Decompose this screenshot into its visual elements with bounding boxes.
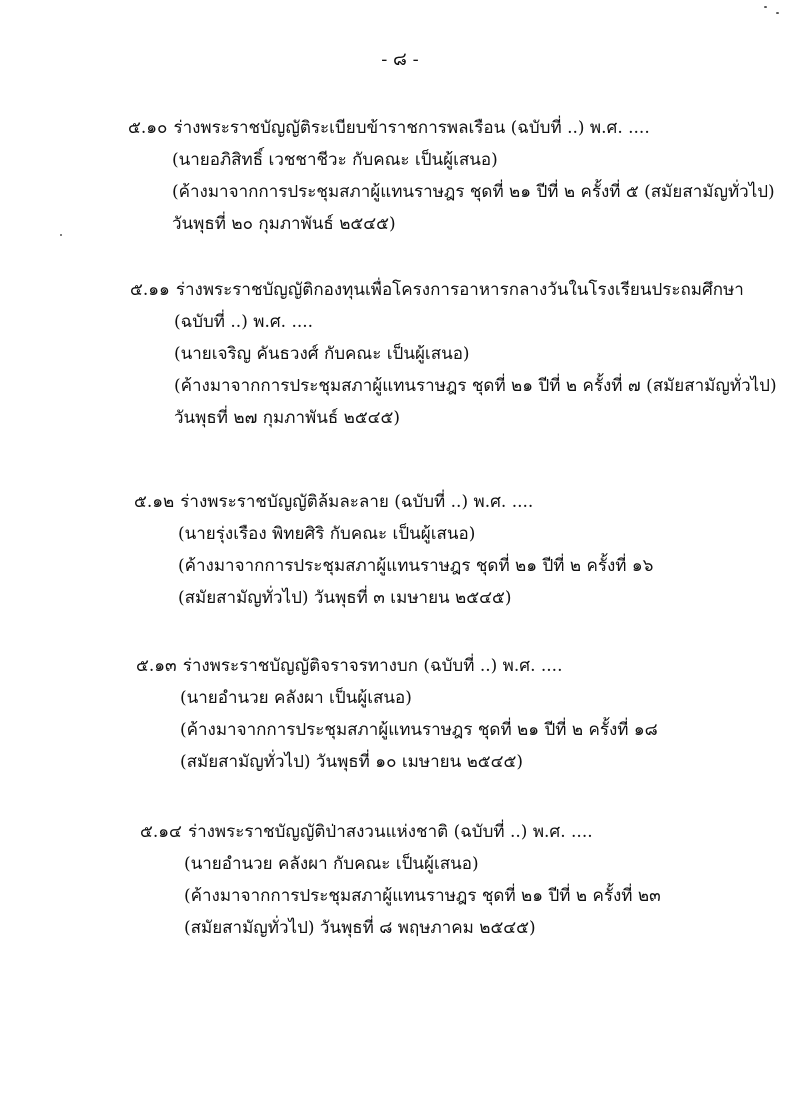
agenda-item-5-13 bbox=[136, 650, 658, 778]
item-number: ๕.๑๑ bbox=[130, 280, 170, 300]
item-number: ๕.๑๔ bbox=[140, 822, 182, 842]
date-line: วันพุธที่ ๒๗ กุมภาพันธ์ ๒๕๔๕) bbox=[174, 408, 401, 428]
agenda-item-5-12 bbox=[134, 486, 653, 614]
agenda-item-5-14 bbox=[140, 816, 661, 944]
scan-speck bbox=[764, 6, 767, 8]
bill-title-continued: (ฉบับที่ ..) พ.ศ. .... bbox=[174, 312, 314, 332]
date-line: (สมัยสามัญทั่วไป) วันพุธที่ ๘ พฤษภาคม ๒๕๔๕) bbox=[184, 918, 536, 938]
pending-note-line: (ค้างมาจากการประชุมสภาผู้แทนราษฎร ชุดที่ ๒๑ ปีที่ ๒ ครั้งที่ ๑๖ bbox=[178, 556, 654, 576]
agenda-item-5-10 bbox=[128, 112, 775, 240]
pending-note-line: (ค้างมาจากการประชุมสภาผู้แทนราษฎร ชุดที่ ๒๑ ปีที่ ๒ ครั้งที่ ๒๓ bbox=[184, 886, 661, 906]
proposer-line: (นายอำนวย คลังผา เป็นผู้เสนอ) bbox=[180, 688, 412, 708]
item-number: ๕.๑๓ bbox=[136, 656, 177, 676]
scan-speck bbox=[60, 234, 62, 236]
date-line: (สมัยสามัญทั่วไป) วันพุธที่ ๑๐ เมษายน ๒๕๔๕) bbox=[180, 752, 524, 772]
proposer-line: (นายอำนวย คลังผา กับคณะ เป็นผู้เสนอ) bbox=[184, 854, 479, 874]
bill-title: ร่างพระราชบัญญัติจราจรทางบก (ฉบับที่ ..) พ.ศ. .... bbox=[182, 656, 563, 676]
bill-title: ร่างพระราชบัญญัติกองทุนเพื่อโครงการอาหารกลางวันในโรงเรียนประถมศึกษา bbox=[175, 280, 744, 300]
proposer-line: (นายรุ่งเรือง พิทยศิริ กับคณะ เป็นผู้เสนอ) bbox=[178, 524, 476, 544]
pending-note-line: (ค้างมาจากการประชุมสภาผู้แทนราษฎร ชุดที่ ๒๑ ปีที่ ๒ ครั้งที่ ๗ (สมัยสามัญทั่วไป) bbox=[174, 376, 777, 396]
proposer-line: (นายอภิสิทธิ์ เวชชาชีวะ กับคณะ เป็นผู้เสนอ) bbox=[172, 150, 498, 170]
pending-note-line: (ค้างมาจากการประชุมสภาผู้แทนราษฎร ชุดที่ ๒๑ ปีที่ ๒ ครั้งที่ ๕ (สมัยสามัญทั่วไป) bbox=[172, 182, 775, 202]
agenda-item-5-11 bbox=[130, 274, 777, 434]
item-number: ๕.๑๐ bbox=[128, 118, 168, 138]
pending-note-line: (ค้างมาจากการประชุมสภาผู้แทนราษฎร ชุดที่ ๒๑ ปีที่ ๒ ครั้งที่ ๑๘ bbox=[180, 720, 658, 740]
bill-title: ร่างพระราชบัญญัติระเบียบข้าราชการพลเรือน (ฉบับที่ ..) พ.ศ. .... bbox=[173, 118, 650, 138]
item-number: ๕.๑๒ bbox=[134, 492, 175, 512]
date-line: วันพุธที่ ๒๐ กุมภาพันธ์ ๒๕๔๕) bbox=[172, 214, 396, 234]
scan-speck bbox=[776, 12, 779, 14]
date-line: (สมัยสามัญทั่วไป) วันพุธที่ ๓ เมษายน ๒๕๔๕) bbox=[178, 588, 512, 608]
page-number: - ๘ - bbox=[381, 49, 419, 70]
proposer-line: (นายเจริญ คันธวงศ์ กับคณะ เป็นผู้เสนอ) bbox=[174, 344, 470, 364]
bill-title: ร่างพระราชบัญญัติล้มละลาย (ฉบับที่ ..) พ.ศ. .... bbox=[180, 492, 534, 512]
bill-title: ร่างพระราชบัญญัติป่าสงวนแห่งชาติ (ฉบับที่ ..) พ.ศ. .... bbox=[187, 822, 593, 842]
